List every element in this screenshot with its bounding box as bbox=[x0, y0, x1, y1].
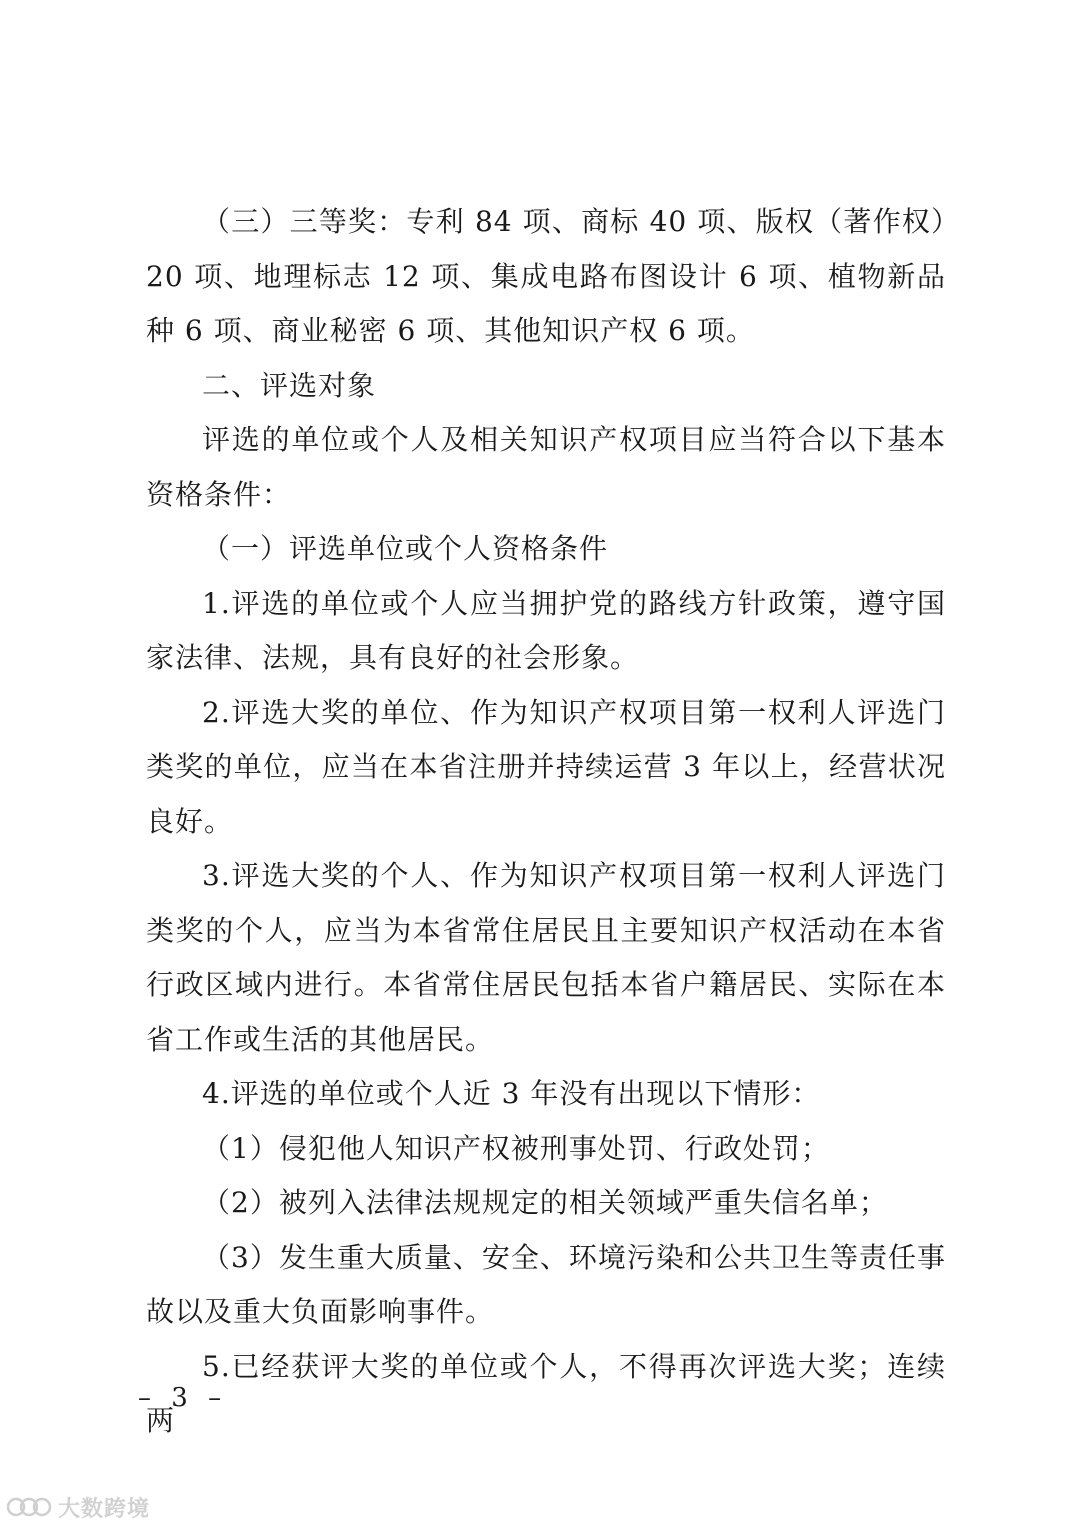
paragraph-item-3: 3.评选大奖的个人、作为知识产权项目第一权利人评选门类奖的个人，应当为本省常住居民且主要知识产权活动在本省行政区域内进行。本省常住居民包括本省户籍居民、实际在本省工作或生活的其他居民。 bbox=[146, 859, 946, 1056]
watermark-text: 大数跨境 bbox=[58, 1496, 151, 1522]
document-body bbox=[146, 195, 946, 1449]
paragraph-subitem-2: （2）被列入法律法规规定的相关领域严重失信名单； bbox=[202, 1186, 888, 1219]
subheading-unit-or-individual: （一）评选单位或个人资格条件 bbox=[202, 532, 609, 565]
page-number: – 3 – bbox=[138, 1383, 228, 1413]
paragraph-subitem-1: （1）侵犯他人知识产权被刑事处罚、行政处罚； bbox=[202, 1131, 830, 1165]
paragraph-third-prize: （三）三等奖：专利 84 项、商标 40 项、版权（著作权）20 项、地理标志 12 项、集成电路布图设计 6 项、植物新品种 6 项、商业秘密 6 项、其他知识产权 6 项。 bbox=[146, 205, 946, 347]
paragraph-item-5: 5.已经获评大奖的单位或个人，不得再次评选大奖；连续两 bbox=[146, 1349, 946, 1437]
paragraph-subitem-3: （3）发生重大质量、安全、环境污染和公共卫生等责任事故以及重大负面影响事件。 bbox=[146, 1240, 946, 1328]
watermark bbox=[6, 1492, 150, 1522]
paragraph-qualification-intro: 评选的单位或个人及相关知识产权项目应当符合以下基本资格条件： bbox=[146, 423, 946, 511]
paragraph-item-4: 4.评选的单位或个人近 3 年没有出现以下情形： bbox=[202, 1077, 821, 1110]
paragraph-item-2: 2.评选大奖的单位、作为知识产权项目第一权利人评选门类奖的单位，应当在本省注册并持续运营 3 年以上，经营状况良好。 bbox=[146, 695, 946, 838]
watermark-logo-icon bbox=[6, 1495, 52, 1519]
paragraph-item-1: 1.评选的单位或个人应当拥护党的路线方针政策，遵守国家法律、法规，具有良好的社会形象。 bbox=[146, 586, 946, 674]
section-heading-selection-targets: 二、评选对象 bbox=[202, 368, 377, 402]
